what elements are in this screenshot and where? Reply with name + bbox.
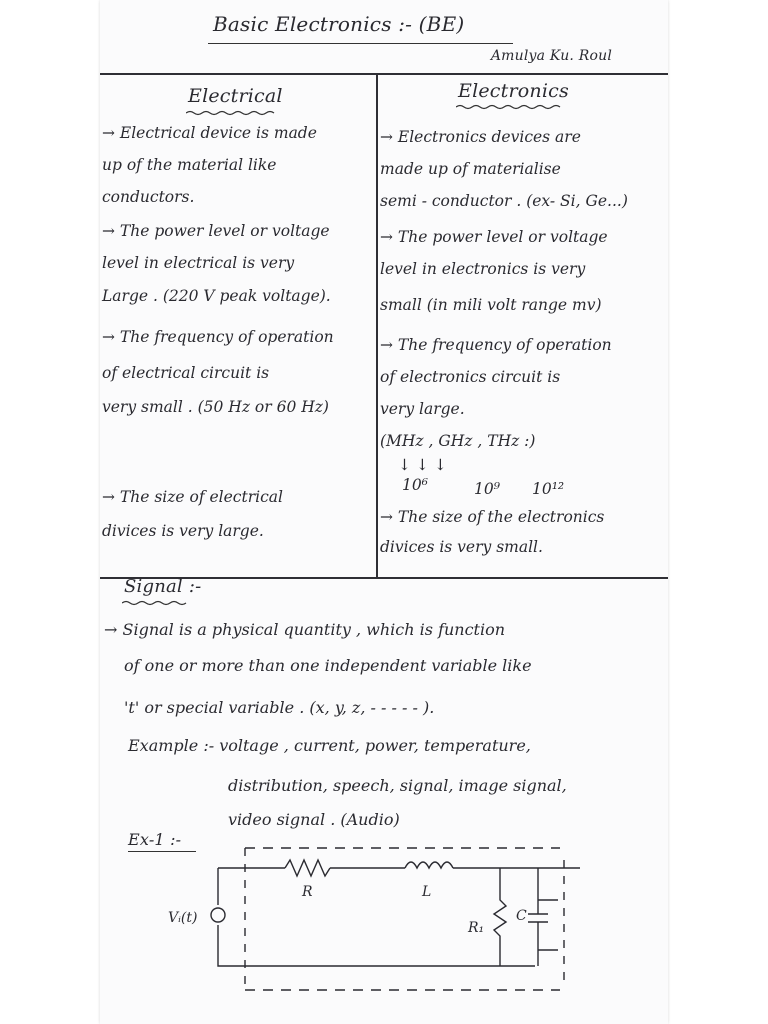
electrical-line-6: Large . (220 V peak voltage). bbox=[102, 287, 331, 305]
signal-line-6: video signal . (Audio) bbox=[228, 810, 400, 829]
resistor-label: R bbox=[302, 884, 313, 900]
example-1-label: Ex-1 :- bbox=[128, 830, 182, 849]
electronics-line-7: → The frequency of operation bbox=[380, 336, 612, 354]
electrical-line-12: → The size of electrical bbox=[102, 488, 283, 506]
signal-heading-underline bbox=[122, 600, 192, 606]
electrical-line-8: of electrical circuit is bbox=[102, 364, 270, 382]
electronics-line-5: level in electronics is very bbox=[380, 260, 586, 278]
power-ghz: 10⁹ bbox=[474, 480, 500, 498]
electrical-line-3: conductors. bbox=[102, 188, 195, 206]
inductor-label: L bbox=[422, 884, 432, 900]
signal-line-5: distribution, speech, signal, image signal, bbox=[228, 776, 567, 795]
signal-line-4: Example :- voltage , current, power, temperature, bbox=[128, 736, 531, 755]
signal-line-1: → Signal is a physical quantity , which is function bbox=[104, 620, 506, 639]
power-thz: 10¹² bbox=[532, 480, 565, 498]
electronics-line-12: → The size of the electronics bbox=[380, 508, 605, 526]
power-mhz: 10⁶ bbox=[402, 476, 428, 494]
signal-heading: Signal :- bbox=[124, 576, 202, 597]
electrical-heading-underline bbox=[186, 110, 278, 116]
load-resistor-label: R₁ bbox=[468, 920, 485, 936]
electronics-line-10: (MHz , GHz , THz :) bbox=[380, 432, 536, 450]
electronics-line-3: semi - conductor . (ex- Si, Ge...) bbox=[380, 192, 628, 210]
electronics-heading: Electronics bbox=[458, 80, 569, 102]
electronics-line-13: divices is very small. bbox=[380, 538, 543, 556]
electronics-heading-underline bbox=[456, 104, 564, 110]
table-top-rule bbox=[100, 73, 668, 75]
author-name: Amulya Ku. Roul bbox=[490, 48, 612, 64]
column-divider bbox=[376, 73, 378, 577]
electronics-line-6: small (in mili volt range mv) bbox=[380, 296, 602, 314]
electronics-arrows: ↓ ↓ ↓ bbox=[398, 456, 447, 474]
electrical-line-4: → The power level or voltage bbox=[102, 222, 330, 240]
source-label: Vᵢ(t) bbox=[168, 910, 198, 926]
electronics-line-1: → Electronics devices are bbox=[380, 128, 581, 146]
electrical-line-1: → Electrical device is made bbox=[102, 124, 317, 142]
title-underline bbox=[208, 43, 513, 44]
electrical-line-2: up of the material like bbox=[102, 156, 277, 174]
capacitor-label: C bbox=[516, 908, 527, 924]
notebook-page bbox=[100, 0, 668, 1024]
electrical-line-9: very small . (50 Hz or 60 Hz) bbox=[102, 398, 329, 416]
electronics-line-2: made up of materialise bbox=[380, 160, 561, 178]
electronics-line-4: → The power level or voltage bbox=[380, 228, 608, 246]
electrical-line-5: level in electrical is very bbox=[102, 254, 295, 272]
electrical-line-7: → The frequency of operation bbox=[102, 328, 334, 346]
rlc-circuit-diagram bbox=[160, 840, 580, 1010]
electrical-heading: Electrical bbox=[188, 85, 283, 107]
signal-line-3: 't' or special variable . (x, y, z, - - - - - ). bbox=[124, 698, 435, 717]
electronics-line-8: of electronics circuit is bbox=[380, 368, 561, 386]
electronics-line-9: very large. bbox=[380, 400, 465, 418]
electrical-line-13: divices is very large. bbox=[102, 522, 264, 540]
signal-line-2: of one or more than one independent variable like bbox=[124, 656, 532, 675]
page-title: Basic Electronics :- (BE) bbox=[213, 12, 465, 36]
